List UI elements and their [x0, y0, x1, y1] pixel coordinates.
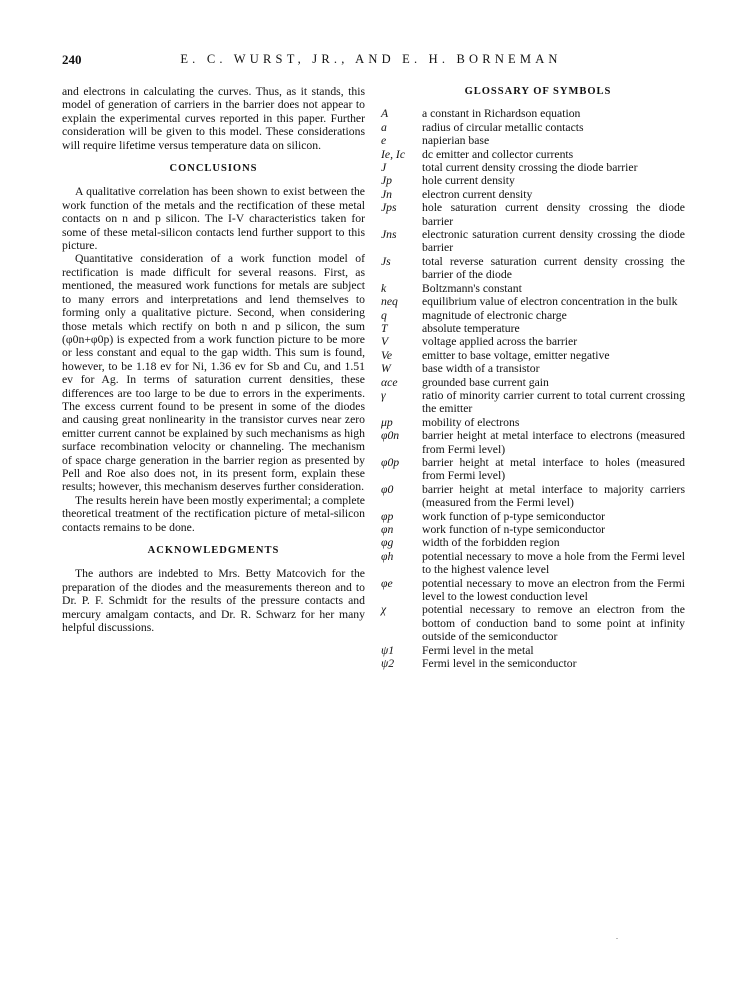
conclusions-paragraph-2: Quantitative consideration of a work function model of rectification is made difficult for several reasons. First, as mentioned, the measured work functions for metals are subject to many errors and interpretations and lend themselves to forming only a qualitative picture. Second, when considering those metals which rectify on both n and p silicon, the sum (φ0n+φ0p) is expected from a work function picture to be more or less constant and equal to the gap width. This sum is found, however, to be 1.18 ev for Ni, 1.36 ev for Sb and Cu, and 1.51 ev for Ag. In terms of saturation current densities, these differences are too large to be due to errors in the experiments. The excess current found to be present in some of the diodes and causing great nonlinearity in the transistor curves near zero emitter current cannot be explained by such mechanisms as high surface recombination velocity or channeling. The mechanism of space charge generation in the barrier region as presented by Pell and Roe also does not, in its present form, explain these results; however, this mechanism deserves further consideration.	[62, 252, 365, 494]
glossary-title: GLOSSARY OF SYMBOLS	[464, 86, 612, 97]
glossary-definition: total current density crossing the diode barrier	[422, 161, 638, 175]
glossary-entry	[381, 416, 685, 429]
glossary-symbol: W	[381, 362, 391, 376]
glossary-symbol: a	[381, 120, 387, 134]
glossary-symbol: A	[381, 107, 389, 121]
glossary-definition: a constant in Richardson equation	[422, 107, 581, 121]
glossary-symbol: V	[381, 335, 389, 349]
glossary-symbol: J	[381, 161, 387, 175]
glossary-section	[381, 85, 685, 670]
glossary-symbol: Jn	[381, 187, 393, 201]
glossary-definition: barrier height at metal interface to majority carriers (measured from the Fermi level)	[422, 482, 685, 510]
glossary-symbol: T	[381, 321, 388, 335]
acknowledgments-paragraph: The authors are indebted to Mrs. Betty Matcovich for the preparation of the diodes and the measurements thereon and to Dr. P. F. Schmidt for the results of the pressure contacts and mercury amalgam contacts, and Dr. R. Schwarz for her many helpful discussions.	[62, 567, 365, 635]
glossary-definition: napierian base	[422, 134, 490, 148]
glossary-definition: potential necessary to move a hole from the Fermi level to the highest valence level	[422, 549, 685, 577]
glossary-entry	[381, 376, 685, 389]
conclusions-paragraph-3: The results herein have been mostly experimental; a complete theoretical treatment of the rectification picture of metal-silicon contacts remains to be done.	[62, 493, 365, 534]
glossary-symbol: φh	[381, 549, 394, 563]
glossary-entry	[381, 577, 685, 604]
conclusions-paragraph-1: A qualitative correlation has been shown to exist between the work function of the metals and the rectification of these metal contacts on n and p silicon. The I-V characteristics taken for some of these metal-silicon contacts lend further support to this picture.	[62, 185, 365, 253]
glossary-definition: hole current density	[422, 174, 515, 188]
glossary-symbol: ψ1	[381, 643, 395, 657]
glossary-symbol: φ0n	[381, 429, 400, 443]
glossary-symbol: Jps	[381, 201, 397, 215]
glossary-symbol: φg	[381, 536, 394, 550]
page-number: 240	[62, 52, 82, 67]
glossary-entry	[381, 550, 685, 577]
glossary-definition: barrier height at metal interface to electrons (measured from Fermi level)	[422, 429, 685, 456]
glossary-entry	[381, 148, 685, 161]
glossary-definition: equilibrium value of electron concentration in the bulk	[422, 295, 678, 309]
glossary-entry	[381, 644, 685, 657]
glossary-symbol: ψ2	[381, 657, 395, 671]
glossary-definition: work function of p-type semiconductor	[422, 509, 606, 523]
glossary-entry	[381, 309, 685, 322]
glossary-symbol: φn	[381, 523, 394, 536]
glossary-definition: total reverse saturation current density crossing the barrier of the diode	[422, 254, 685, 282]
glossary-entry	[381, 201, 685, 228]
left-column	[62, 85, 365, 634]
glossary-definition: grounded base current gain	[422, 375, 549, 389]
glossary-entry	[381, 510, 685, 523]
glossary-symbol: q	[381, 308, 387, 322]
glossary-definition: electronic saturation current density crossing the diode barrier	[422, 228, 685, 255]
glossary-entry	[381, 295, 685, 308]
glossary-symbol: γ	[381, 388, 386, 402]
glossary-symbol: αce	[381, 375, 398, 389]
conclusions-heading: CONCLUSIONS	[169, 163, 258, 175]
glossary-symbol: Jp	[381, 174, 393, 188]
glossary-definition: absolute temperature	[422, 321, 520, 335]
glossary-definition: width of the forbidden region	[422, 536, 560, 550]
glossary-definition: emitter to base voltage, emitter negative	[422, 348, 610, 362]
glossary-symbol: φ0p	[381, 455, 400, 469]
glossary-symbol: φe	[381, 576, 393, 590]
glossary-entry	[381, 188, 685, 201]
glossary-definition: dc emitter and collector currents	[422, 147, 574, 161]
glossary-entry	[381, 228, 685, 255]
glossary-definition: Fermi level in the semiconductor	[422, 657, 577, 671]
glossary-entry	[381, 335, 685, 348]
glossary-entry	[381, 483, 685, 510]
scan-speck	[616, 938, 618, 939]
glossary-entry	[381, 429, 685, 456]
glossary-entry	[381, 255, 685, 282]
glossary-symbol: Ie, Ic	[381, 147, 406, 161]
glossary-definition: barrier height at metal interface to holes (measured from Fermi level)	[422, 455, 685, 483]
glossary-symbol: Js	[381, 254, 391, 268]
glossary-symbol: μp	[381, 415, 393, 429]
glossary-entry	[381, 121, 685, 134]
glossary-definition: potential necessary to move an electron from the Fermi level to the lowest conduction level	[422, 576, 685, 604]
glossary-entry	[381, 657, 685, 670]
glossary-definition: potential necessary to remove an electron from the bottom of conduction band to some point at infinity outside of the semiconductor	[422, 603, 685, 644]
glossary-symbol: e	[381, 134, 387, 148]
glossary-entry	[381, 389, 685, 416]
glossary-entry	[381, 174, 685, 187]
glossary-definition: magnitude of electronic charge	[422, 308, 567, 322]
glossary-entry	[381, 322, 685, 335]
glossary-definition: base width of a transistor	[422, 362, 540, 376]
glossary-symbol: χ	[381, 603, 387, 617]
glossary-symbol: Ve	[381, 348, 393, 362]
glossary-symbol: neq	[381, 295, 398, 309]
glossary-entry	[381, 362, 685, 375]
intro-paragraph: and electrons in calculating the curves. Thus, as it stands, this model of generation of carriers in the barrier does not appear to explain the experimental curves reported in this paper. Further consideration will be given to this model. These considerations will require lifetime versus temperature data on silicon.	[62, 85, 365, 152]
running-title: E. C. WURST, JR., AND E. H. BORNEMAN	[180, 52, 562, 66]
glossary-entry	[381, 456, 685, 483]
glossary-symbol: φ0	[381, 482, 394, 496]
glossary-symbol: k	[381, 281, 387, 295]
glossary-entry	[381, 523, 685, 536]
glossary-definition: hole saturation current density crossing the diode barrier	[422, 201, 685, 228]
glossary-definition: ratio of minority carrier current to total current crossing the emitter	[422, 388, 685, 416]
glossary-entry	[381, 282, 685, 295]
glossary-definition: radius of circular metallic contacts	[422, 120, 584, 134]
acknowledgments-heading: ACKNOWLEDGMENTS	[147, 545, 280, 556]
glossary-entry	[381, 349, 685, 362]
glossary-list	[381, 107, 685, 670]
glossary-definition: Fermi level in the metal	[422, 643, 534, 657]
glossary-definition: work function of n-type semiconductor	[422, 523, 606, 536]
glossary-entry	[381, 134, 685, 147]
glossary-definition: mobility of electrons	[422, 415, 520, 429]
page-header	[62, 52, 680, 70]
glossary-entry	[381, 107, 685, 120]
glossary-symbol: Jns	[381, 228, 397, 242]
glossary-definition: voltage applied across the barrier	[422, 335, 578, 349]
glossary-definition: electron current density	[422, 187, 533, 201]
glossary-definition: Boltzmann's constant	[422, 281, 522, 295]
glossary-entry	[381, 161, 685, 174]
glossary-entry	[381, 536, 685, 549]
glossary-entry	[381, 603, 685, 643]
glossary-symbol: φp	[381, 509, 394, 523]
